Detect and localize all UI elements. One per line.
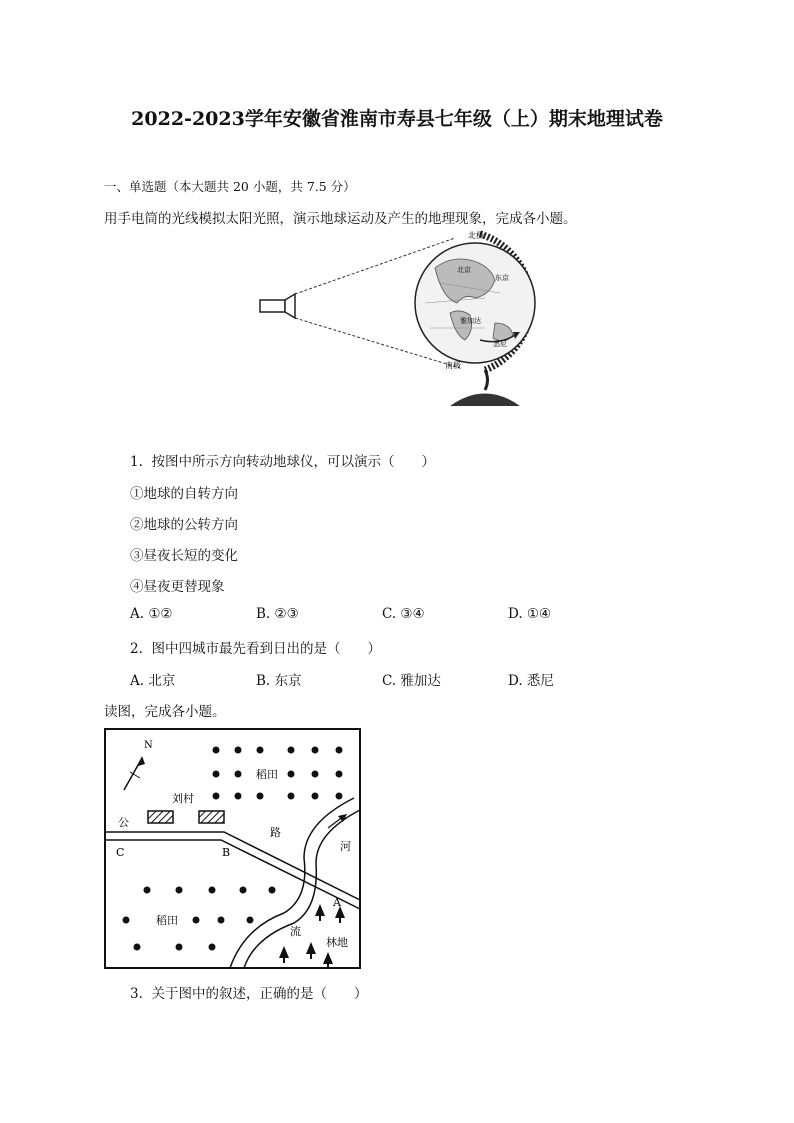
village-building-2 xyxy=(199,811,224,823)
globe-stand xyxy=(450,394,520,407)
village-building-1 xyxy=(148,811,173,823)
q1-option-b[interactable]: B. ②③ xyxy=(256,606,299,622)
label-beijing: 北京 xyxy=(457,266,471,274)
map-figure xyxy=(104,728,362,970)
q2-option-a[interactable]: A. 北京 xyxy=(130,673,176,689)
question-3-text: 关于图中的叙述，正确的是（ ） xyxy=(151,986,368,1002)
label-point-b: B xyxy=(222,846,231,859)
globe-icon xyxy=(415,243,535,363)
label-point-a: A xyxy=(333,896,341,909)
question-3 xyxy=(130,982,367,1002)
q1-statement-2: ②地球的公转方向 xyxy=(130,517,238,533)
question-1 xyxy=(130,450,435,470)
flashlight-icon xyxy=(260,294,295,318)
page-title: 2022-2023学年安徽省淮南市寿县七年级（上）期末地理试卷 xyxy=(131,108,663,130)
section-header: 一、单选题（本大题共 20 小题，共 7.5 分） xyxy=(104,179,356,194)
question-3-number: 3. xyxy=(130,986,143,1002)
question-1-number: 1. xyxy=(130,454,143,470)
label-jakarta: 雅加达 xyxy=(460,317,481,325)
q1-statement-4: ④昼夜更替现象 xyxy=(130,579,225,595)
label-river-1: 河 xyxy=(340,840,351,853)
q1-option-d[interactable]: D. ①④ xyxy=(508,606,552,622)
q1-statement-1: ①地球的自转方向 xyxy=(130,486,238,502)
label-paddy-top: 稻田 xyxy=(256,768,278,781)
q2-option-b[interactable]: B. 东京 xyxy=(256,673,302,689)
label-paddy-bottom: 稻田 xyxy=(156,914,178,927)
q1-option-c[interactable]: C. ③④ xyxy=(382,606,425,622)
label-road-2: 路 xyxy=(270,826,281,839)
q2-option-d[interactable]: D. 悉尼 xyxy=(508,673,554,689)
label-road-1: 公 xyxy=(118,816,129,829)
q1-statement-3: ③昼夜长短的变化 xyxy=(130,548,238,564)
question-1-text: 按图中所示方向转动地球仪，可以演示（ ） xyxy=(151,454,435,470)
question-2-number: 2. xyxy=(130,641,143,657)
q2-option-c[interactable]: C. 雅加达 xyxy=(382,673,441,689)
label-north-pole: 北极 xyxy=(468,231,484,240)
label-sydney: 悉尼 xyxy=(493,340,507,348)
label-south-pole: 南极 xyxy=(445,361,461,370)
map-border xyxy=(105,729,360,968)
label-north: N xyxy=(144,740,153,751)
question-2-text: 图中四城市最先看到日出的是（ ） xyxy=(151,641,381,657)
question-2 xyxy=(130,637,381,657)
globe-figure xyxy=(255,228,545,413)
label-tokyo: 东京 xyxy=(495,274,509,282)
label-village: 刘村 xyxy=(172,792,194,805)
q1-option-a[interactable]: A. ①② xyxy=(130,606,173,622)
intro-text-1: 用手电筒的光线模拟太阳光照，演示地球运动及产生的地理现象，完成各小题。 xyxy=(104,211,577,227)
label-forest: 林地 xyxy=(326,936,348,949)
label-river-2: 流 xyxy=(290,925,301,938)
intro-text-2: 读图，完成各小题。 xyxy=(104,704,226,720)
label-point-c: C xyxy=(116,846,125,859)
